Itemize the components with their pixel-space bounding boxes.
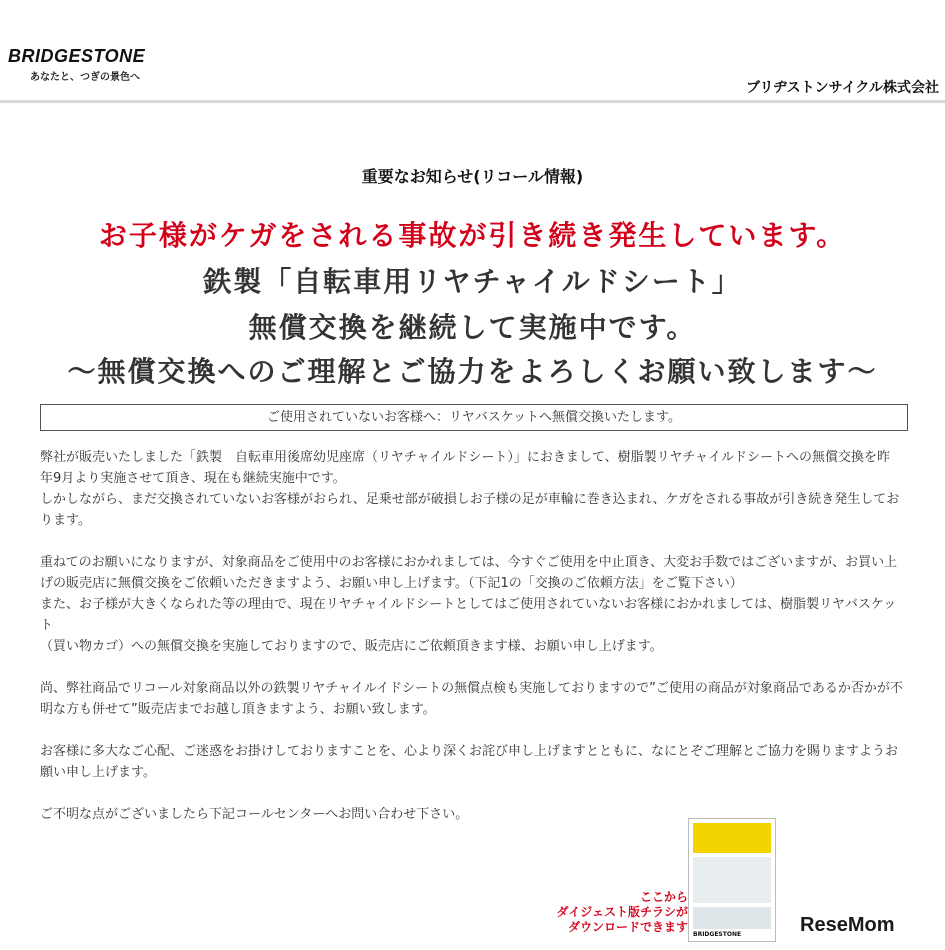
headline-accident-warning: お子様がケガをされる事故が引き続き発生しています。 [98,219,847,252]
download-line: ここから [639,890,688,904]
bridgestone-logo[interactable]: BRIDGESTONE [8,46,146,66]
paragraph-5 [40,804,906,825]
paragraph-line: しかしながら、まだ交換されていないお客様がおられ、足乗せ部が破損しお子様の足が車輪に巻き込まれ、ケガをされる事故が引き続き発生してお [40,492,900,507]
flyer-header-block [693,823,771,853]
paragraph-line: 重ねてのお願いになりますが、対象商品をご使用中のお客様におかれましては、今すぐご使用を中止頂き、大変お手数ではございますが、お買い上 [40,555,898,570]
paragraph-3 [40,678,906,720]
headline-exchange: 無償交換を継続して実施中です。 [248,311,697,344]
company-name: ブリヂストンサイクル株式会社 [746,80,939,96]
notice-title: 重要なお知らせ(リコール情報) [361,167,584,186]
paragraph-4 [40,741,906,783]
flyer-thumbnail[interactable] [688,818,776,942]
paragraph-line: ご不明な点がございましたら下記コールセンターへお問い合わせ下さい。 [40,807,469,822]
download-line: ダウンロードできます [567,920,688,934]
paragraph-line: 願い申し上げます。 [40,765,156,780]
paragraph-line: お客様に多大なご心配、ご迷惑をお掛けしておりますことを、心より深くお詫び申し上げますとともに、なにとぞご理解とご協力を賜りますようお [40,744,899,759]
basket-exchange-notice-box: ご使用されていないお客様へ：リヤバスケットへ無償交換いたします。 [40,404,908,431]
page-header [0,0,945,102]
paragraph-line: 年9月より実施させて頂き、現在も継続実施中です。 [40,471,346,486]
paragraph-line: げの販売店に無償交換をご依頼いただきますよう、お願い申し上げます。（下記1の「交換のご依頼方法」をご覧下さい） [40,576,743,591]
headline-request: ～無償交換へのご理解とご協力をよろしくお願い致します～ [67,355,878,388]
paragraph-line: （買い物カゴ）への無償交換を実施しておりますので、販売店にご依頼頂きます様、お願い申し上げます。 [40,639,663,654]
flyer-info-block [693,907,771,929]
logo-tagline: あなたと、つぎの景色へ [30,72,140,83]
header-divider [0,100,945,103]
notice-body [40,447,906,846]
paragraph-2 [40,552,906,657]
headline-product: 鉄製「自転車用リヤチャイルドシート」 [203,265,742,298]
resemom-watermark: ReseMom [800,914,895,936]
paragraph-line: ります。 [40,513,91,528]
paragraph-line: 尚、弊社商品でリコール対象商品以外の鉄製リヤチャイルイドシートの無償点検も実施しておりますので”ご使用の商品が対象商品であるか否かが不 [40,681,903,696]
paragraph-line: 明な方も併せて”販売店までお越し頂きますよう、お願い致します。 [40,702,436,717]
flyer-download-link[interactable] [548,890,688,935]
flyer-image-block [693,857,771,903]
paragraph-1 [40,447,906,531]
flyer-brand: BRIDGESTONE [693,931,742,938]
download-line: ダイジェスト版チラシが [556,905,688,919]
paragraph-line: また、お子様が大きくなられた等の理由で、現在リヤチャイルドシートとしてはご使用されていないお客様におかれましては、樹脂製リヤバスケット [40,597,897,633]
paragraph-line: 弊社が販売いたしました「鉄製 自転車用後席幼児座席（リヤチャイルドシート）」におきまして、樹脂製リヤチャイルドシートへの無償交換を昨 [40,450,890,465]
